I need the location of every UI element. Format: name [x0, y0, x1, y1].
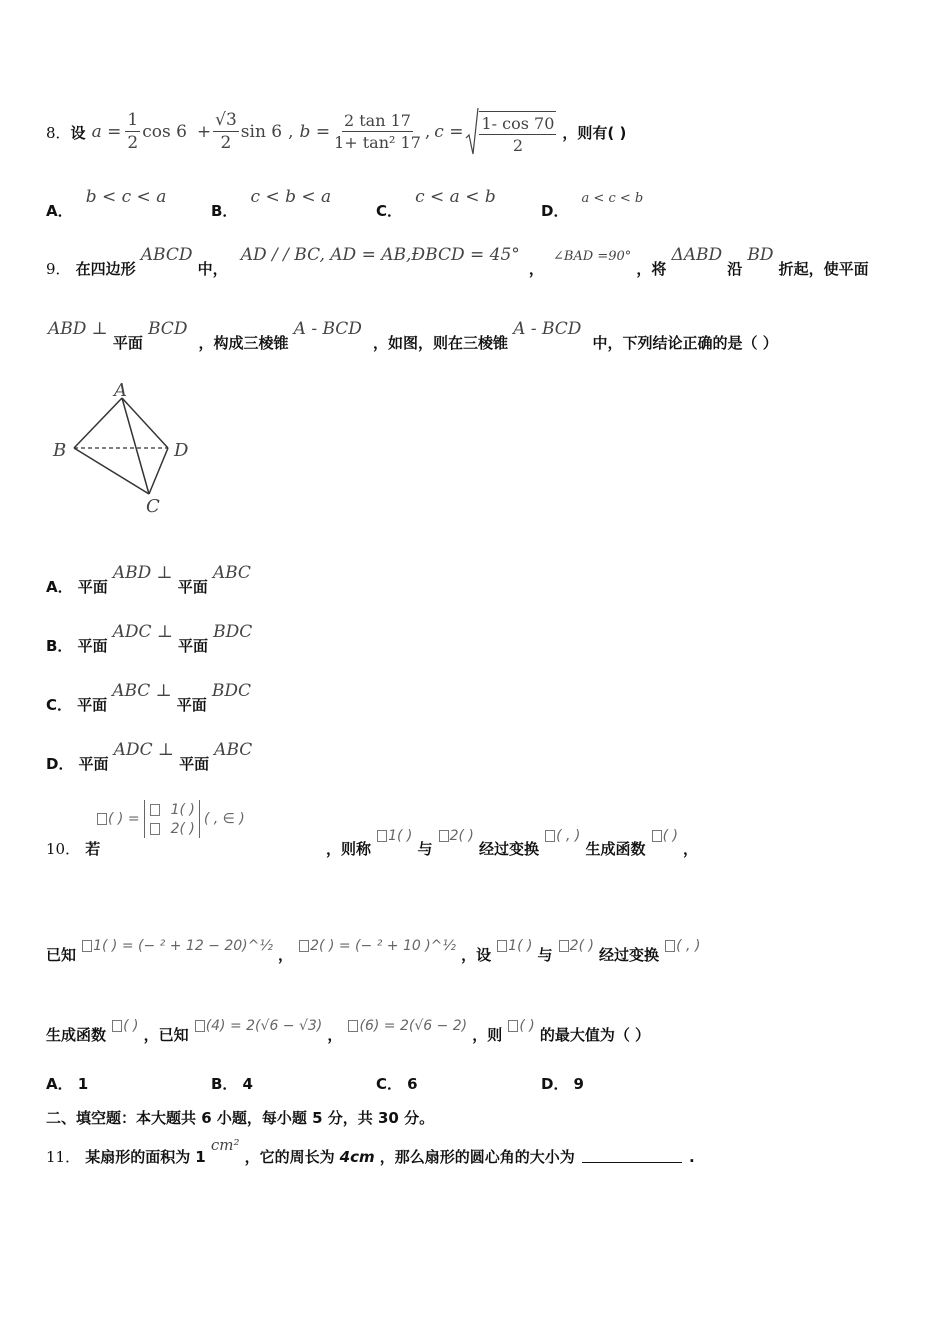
q8-option-d-label: D．	[541, 202, 569, 220]
q8-c-lhs: c =	[434, 122, 464, 142]
q9-text-2: 中，	[197, 260, 228, 278]
q9-option-d-math1: ADC ⊥	[113, 740, 174, 760]
q10-l2-text-3: 与	[537, 946, 553, 964]
q8-lead: 设	[70, 123, 86, 142]
q8-b-frac	[334, 113, 421, 151]
q8-option-c	[376, 186, 496, 220]
q10-text-4: 经过变换	[478, 840, 539, 858]
q10-l2-f2: 2( ) = (− ² + 10 )^½	[310, 938, 456, 954]
q10-option-d-value: 9	[573, 1075, 584, 1093]
tetrahedron-figure	[48, 378, 198, 518]
q10-option-c-value: 6	[407, 1075, 418, 1093]
q10-line-1	[46, 824, 101, 858]
vertex-label-a: A	[114, 380, 127, 401]
placeholder-glyph	[652, 830, 662, 842]
q10-line-3	[46, 1014, 651, 1044]
placeholder-glyph	[559, 940, 569, 952]
q10-f1: 1( )	[388, 828, 413, 844]
q10-det-matrix	[144, 800, 200, 838]
q10-option-a-label: A．	[46, 1075, 73, 1093]
q9-text-5: 沿	[727, 260, 743, 278]
q9-option-d-plane1: 平面	[78, 755, 109, 773]
vertex-label-b: B	[53, 440, 67, 461]
q11-answer-blank[interactable]	[582, 1162, 682, 1163]
q9-option-a-plane2: 平面	[177, 578, 208, 596]
q10-l2-f1: 1( ) = (− ² + 12 − 20)^½	[93, 938, 273, 954]
q8-sep1: ,	[288, 122, 294, 142]
q10-option-a-value: 1	[77, 1075, 89, 1093]
q11-value-1: 1	[195, 1148, 206, 1166]
q10-l2-f2b: 2( )	[569, 938, 594, 954]
q9-math-2: AD / / BC, AD = AB,ÐBCD = 45°	[240, 245, 520, 265]
q10-line-1-rest	[326, 824, 699, 858]
q8-option-a-label: A．	[46, 202, 73, 220]
placeholder-glyph	[348, 1020, 358, 1032]
q11-text-2: ，它的周长为	[244, 1148, 335, 1166]
q10-text-6: ，	[683, 840, 699, 858]
q8-a-sin: sin 6	[240, 122, 283, 142]
q10-option-c-label: C．	[376, 1075, 403, 1093]
q10-l2-text-4: 经过变换	[599, 946, 660, 964]
q10-option-b-value: 4	[242, 1075, 253, 1093]
q9-option-c-plane1: 平面	[77, 696, 108, 714]
q9-math-3: ∠BAD =90°	[552, 249, 632, 264]
q10-option-d-label: D．	[541, 1075, 569, 1093]
q10-f2: 2( )	[449, 828, 474, 844]
q8-option-b	[211, 186, 332, 220]
q9-option-b-plane2: 平面	[178, 637, 209, 655]
q9-math-8: A - BCD	[293, 319, 362, 339]
q10-option-b-label: B．	[211, 1075, 238, 1093]
q8-option-a-expr: b < c < a	[85, 187, 167, 207]
q8-a-plus: +	[196, 122, 212, 142]
q10-number: 10．	[46, 840, 81, 858]
q9-option-c	[46, 680, 252, 714]
q9-option-a-label: A．	[46, 578, 73, 596]
q10-l3-text-4: 的最大值为（ ）	[539, 1026, 651, 1044]
q9-option-b-plane1: 平面	[77, 637, 108, 655]
sqrt-icon	[465, 106, 479, 158]
q9-text-3: ，	[528, 260, 544, 278]
q9-math-9: A - BCD	[513, 319, 582, 339]
q10-det-lhs: ( ) =	[108, 811, 140, 827]
q10-l2-text-2: ，设	[461, 946, 492, 964]
q10-det-tail: ( , ∈ )	[203, 811, 245, 827]
placeholder-glyph	[377, 830, 387, 842]
q8-b-frac-bottom: 1+ tan² 17	[334, 133, 421, 152]
q10-l2-transform: ( , )	[676, 938, 701, 954]
q10-l3-text-3: ，则	[472, 1026, 503, 1044]
placeholder-glyph	[112, 1020, 122, 1032]
q9-option-b-math2: BDC	[213, 622, 253, 642]
q11-text-4: .	[688, 1148, 695, 1166]
edge-dc	[149, 448, 168, 494]
q9-math-4: ΔABD	[671, 245, 723, 265]
q8-option-b-label: B．	[211, 202, 238, 220]
q10-option-b	[211, 1073, 253, 1094]
q9-option-c-label: C．	[46, 696, 73, 714]
q9-math-7: BCD	[148, 319, 188, 339]
q9-math-1: ABCD	[140, 245, 193, 265]
q8-option-b-expr: c < b < a	[250, 187, 332, 207]
q10-l3-h: ( )	[123, 1018, 139, 1034]
q10-option-a	[46, 1073, 88, 1094]
q8-c-frac	[479, 111, 556, 154]
q10-det-row-2	[149, 819, 195, 838]
q10-l2-sep: ，	[278, 946, 294, 964]
q10-l2-text-1: 已知	[46, 946, 77, 964]
placeholder-glyph	[195, 1020, 205, 1032]
placeholder-glyph	[497, 940, 507, 952]
section-heading-fill-in: 二、填空题：本大题共 6 小题，每小题 5 分，共 30 分。	[46, 1109, 435, 1127]
q8-a-lhs: a =	[91, 122, 122, 142]
q9-text-9: ，如图，则在三棱锥	[373, 334, 509, 352]
placeholder-glyph	[82, 940, 92, 952]
q9-text-7: 平面	[112, 334, 143, 352]
q8-sep2: ,	[424, 122, 431, 142]
question-11	[46, 1134, 695, 1166]
q11-text-3: ，那么扇形的圆心角的大小为	[379, 1148, 575, 1166]
q8-c-frac-bottom: 2	[512, 135, 524, 155]
q9-text-10: 中，下列结论正确的是（ ）	[592, 334, 778, 352]
q9-option-a-plane1: 平面	[77, 578, 108, 596]
q11-unit-1: cm²	[210, 1136, 240, 1154]
q10-text-5: 生成函数	[585, 840, 646, 858]
q10-det-r1c2: 1( )	[170, 802, 195, 818]
placeholder-glyph	[545, 830, 555, 842]
q10-line-2	[46, 934, 701, 964]
q9-option-d-label: D．	[46, 755, 74, 773]
q8-c-radical	[465, 106, 556, 158]
q8-c-frac-top: 1- cos 70	[481, 113, 555, 133]
q10-option-d	[541, 1073, 584, 1094]
q8-number: 8．	[46, 123, 71, 142]
q11-text-1: 某扇形的面积为	[85, 1148, 191, 1166]
q9-option-d-plane2: 平面	[179, 755, 210, 773]
q8-a-frac1-bottom: 2	[127, 133, 139, 153]
q9-option-d-math2: ABC	[214, 740, 253, 760]
q9-option-b	[46, 621, 253, 655]
q10-det-r2c2: 2( )	[170, 821, 195, 837]
q8-option-c-expr: c < a < b	[415, 187, 496, 207]
q8-tail: ，则有( )	[562, 123, 627, 142]
q10-option-c	[376, 1073, 418, 1094]
q10-text-3: 与	[417, 840, 433, 858]
q8-option-d	[541, 186, 644, 220]
q9-text-6: 折起，使平面	[778, 260, 869, 278]
q8-a-frac2-top: √3	[215, 110, 237, 130]
edge-ab	[74, 398, 122, 448]
q9-text-1: 在四边形	[75, 260, 136, 278]
q10-text-2: ，则称	[326, 840, 372, 858]
q10-l3-h2: ( )	[519, 1018, 535, 1034]
placeholder-glyph	[150, 804, 160, 816]
q9-option-a	[46, 562, 251, 596]
q9-line-1	[46, 244, 869, 278]
q10-l3-text-1: 生成函数	[46, 1026, 107, 1044]
q10-det-row-1	[149, 800, 195, 819]
q8-a-frac1	[125, 112, 140, 152]
q10-l2-f1b: 1( )	[508, 938, 533, 954]
q8-b-frac-top: 2 tan 17	[343, 111, 411, 130]
vertex-label-d: D	[174, 440, 189, 461]
q8-a-frac1-top: 1	[127, 110, 139, 130]
q11-value-2: 4cm	[339, 1148, 375, 1166]
q9-number: 9．	[46, 260, 71, 278]
q10-l3-text-2: ，已知	[143, 1026, 189, 1044]
placeholder-glyph	[299, 940, 309, 952]
q9-option-b-math1: ADC ⊥	[112, 622, 173, 642]
q9-option-c-math1: ABC ⊥	[112, 681, 172, 701]
placeholder-glyph	[439, 830, 449, 842]
q9-text-8: ，构成三棱锥	[198, 334, 289, 352]
vertex-label-c: C	[146, 496, 160, 517]
q9-line-2	[48, 318, 778, 352]
q8-option-a	[46, 186, 167, 220]
question-8	[46, 104, 626, 160]
q10-l3-cond-2: (6) = 2(√6 − 2)	[359, 1018, 468, 1034]
q9-option-a-math1: ABD ⊥	[112, 563, 173, 583]
q8-b-lhs: b =	[299, 122, 331, 142]
q9-option-b-label: B．	[46, 637, 73, 655]
q10-l3-sep: ，	[327, 1026, 343, 1044]
q10-transform: ( , )	[556, 828, 581, 844]
q9-option-c-plane2: 平面	[176, 696, 207, 714]
q9-option-c-math2: BDC	[211, 681, 252, 701]
q9-option-a-math2: ABC	[212, 563, 251, 583]
q9-math-6: ABD ⊥	[48, 319, 108, 339]
q8-a-frac2	[213, 112, 239, 152]
q11-number: 11．	[46, 1148, 81, 1166]
placeholder-glyph	[665, 940, 675, 952]
placeholder-glyph	[150, 823, 160, 835]
q10-l3-cond-1: (4) = 2(√6 − √3)	[205, 1018, 323, 1034]
q8-option-d-expr: a < c < b	[581, 191, 644, 206]
q10-determinant	[96, 800, 245, 838]
q8-option-c-label: C．	[376, 202, 403, 220]
q8-a-cos: cos 6	[142, 122, 187, 142]
q9-option-d	[46, 739, 253, 773]
q10-h: ( )	[662, 828, 678, 844]
placeholder-glyph	[508, 1020, 518, 1032]
q9-text-4: ，将	[636, 260, 667, 278]
q9-math-5: BD	[747, 245, 774, 265]
q10-text-1: 若	[85, 840, 101, 858]
q8-a-frac2-bottom: 2	[220, 133, 232, 153]
